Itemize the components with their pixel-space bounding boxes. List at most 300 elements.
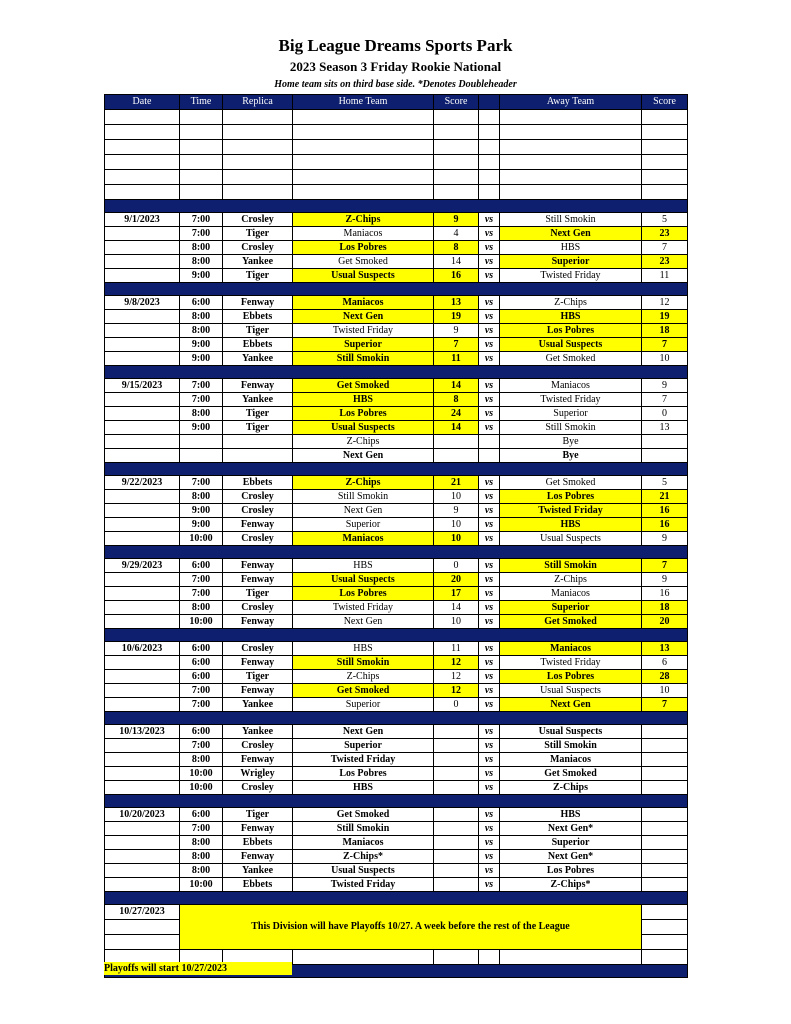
vs-label: vs	[479, 739, 500, 753]
blank-row	[105, 155, 688, 170]
home-team: HBS	[293, 559, 434, 573]
game-time: 7:00	[180, 213, 223, 227]
blank-cell	[105, 140, 180, 155]
separator-band	[105, 546, 688, 559]
separator-band	[105, 366, 688, 379]
vs-label: vs	[479, 476, 500, 490]
game-row	[105, 642, 688, 656]
home-team: Next Gen	[293, 725, 434, 739]
home-team: Twisted Friday	[293, 878, 434, 892]
game-replica: Tiger	[223, 407, 293, 421]
blank-cell	[500, 170, 642, 185]
game-replica: Ebbets	[223, 878, 293, 892]
away-team: Still Smokin	[500, 559, 642, 573]
home-team: Superior	[293, 518, 434, 532]
vs-label: vs	[479, 559, 500, 573]
game-replica: Tiger	[223, 324, 293, 338]
vs-label: vs	[479, 241, 500, 255]
home-score: 10	[434, 490, 479, 504]
home-team: Maniacos	[293, 296, 434, 310]
game-replica: Ebbets	[223, 476, 293, 490]
game-time: 8:00	[180, 310, 223, 324]
home-team: HBS	[293, 393, 434, 407]
away-team: Twisted Friday	[500, 656, 642, 670]
home-score: 10	[434, 615, 479, 629]
col-header-away-team: Away Team	[500, 95, 642, 110]
home-score	[434, 435, 479, 449]
vs-label: vs	[479, 822, 500, 836]
playoffs-footer-note: Playoffs will start 10/27/2023	[104, 962, 292, 975]
blank-cell	[180, 155, 223, 170]
game-time: 7:00	[180, 587, 223, 601]
date-cell	[105, 407, 180, 421]
game-replica: Tiger	[223, 808, 293, 822]
game-replica: Fenway	[223, 615, 293, 629]
blank-cell	[434, 155, 479, 170]
blank-cell	[223, 170, 293, 185]
game-row	[105, 656, 688, 670]
game-row	[105, 739, 688, 753]
game-time: 10:00	[180, 532, 223, 546]
away-team: Superior	[500, 836, 642, 850]
game-replica: Yankee	[223, 725, 293, 739]
game-row	[105, 615, 688, 629]
home-team: Still Smokin	[293, 822, 434, 836]
vs-label: vs	[479, 379, 500, 393]
date-cell	[105, 338, 180, 352]
game-replica: Yankee	[223, 255, 293, 269]
date-cell	[105, 670, 180, 684]
game-time: 7:00	[180, 698, 223, 712]
game-replica: Fenway	[223, 850, 293, 864]
away-team: HBS	[500, 310, 642, 324]
away-score: 9	[642, 532, 688, 546]
blank-cell	[434, 110, 479, 125]
vs-label: vs	[479, 684, 500, 698]
col-header-home-score: Score	[434, 95, 479, 110]
game-time: 7:00	[180, 476, 223, 490]
away-score: 16	[642, 518, 688, 532]
away-team: Los Pobres	[500, 324, 642, 338]
separator-band-cell	[105, 366, 688, 379]
week-date: 10/13/2023	[105, 725, 180, 739]
schedule-table	[104, 94, 688, 978]
game-time: 8:00	[180, 601, 223, 615]
blank-cell	[434, 170, 479, 185]
away-score: 12	[642, 296, 688, 310]
home-score: 4	[434, 227, 479, 241]
date-cell	[105, 698, 180, 712]
blank-cell	[434, 140, 479, 155]
game-time: 8:00	[180, 407, 223, 421]
home-team: Twisted Friday	[293, 601, 434, 615]
game-replica: Wrigley	[223, 767, 293, 781]
away-team: Usual Suspects	[500, 532, 642, 546]
game-row	[105, 421, 688, 435]
home-score: 13	[434, 296, 479, 310]
date-cell	[105, 241, 180, 255]
home-score	[434, 781, 479, 795]
away-score: 5	[642, 476, 688, 490]
game-replica	[223, 449, 293, 463]
date-cell	[105, 656, 180, 670]
separator-band	[105, 200, 688, 213]
home-score	[434, 878, 479, 892]
playoffs-row	[105, 905, 688, 920]
game-replica: Tiger	[223, 670, 293, 684]
vs-label: vs	[479, 725, 500, 739]
blank-cell	[293, 185, 434, 200]
game-time: 10:00	[180, 615, 223, 629]
away-score: 7	[642, 698, 688, 712]
away-score: 18	[642, 601, 688, 615]
away-score	[642, 850, 688, 864]
game-replica: Crosley	[223, 642, 293, 656]
home-team: Next Gen	[293, 504, 434, 518]
away-team: Usual Suspects	[500, 684, 642, 698]
game-time: 7:00	[180, 573, 223, 587]
date-cell	[105, 878, 180, 892]
game-row	[105, 767, 688, 781]
blank-cell	[642, 935, 688, 950]
home-score	[434, 808, 479, 822]
blank-cell	[642, 170, 688, 185]
away-score: 7	[642, 338, 688, 352]
game-time: 8:00	[180, 255, 223, 269]
game-time: 6:00	[180, 296, 223, 310]
schedule-note: Home team sits on third base side. *Denotes Doubleheader	[274, 79, 517, 90]
away-score	[642, 739, 688, 753]
home-team: HBS	[293, 781, 434, 795]
date-cell	[105, 684, 180, 698]
home-team: Usual Suspects	[293, 421, 434, 435]
away-team: Bye	[500, 449, 642, 463]
date-cell	[105, 532, 180, 546]
home-score	[434, 864, 479, 878]
blank-cell	[642, 110, 688, 125]
blank-row	[105, 125, 688, 140]
col-header-time: Time	[180, 95, 223, 110]
game-row	[105, 407, 688, 421]
home-score: 9	[434, 504, 479, 518]
away-team: Still Smokin	[500, 421, 642, 435]
away-team: Z-Chips	[500, 296, 642, 310]
game-row	[105, 227, 688, 241]
vs-label	[479, 449, 500, 463]
date-cell	[105, 587, 180, 601]
home-score: 24	[434, 407, 479, 421]
away-score: 21	[642, 490, 688, 504]
game-replica: Fenway	[223, 573, 293, 587]
game-time: 10:00	[180, 878, 223, 892]
separator-band-cell	[105, 546, 688, 559]
blank-row	[105, 140, 688, 155]
blank-cell	[434, 950, 479, 965]
page-title: Big League Dreams Sports Park	[278, 36, 513, 55]
vs-label: vs	[479, 836, 500, 850]
away-score	[642, 808, 688, 822]
game-row	[105, 449, 688, 463]
vs-label: vs	[479, 421, 500, 435]
vs-label: vs	[479, 781, 500, 795]
separator-band-cell	[105, 283, 688, 296]
vs-label: vs	[479, 656, 500, 670]
home-team: HBS	[293, 642, 434, 656]
home-score: 21	[434, 476, 479, 490]
blank-cell	[223, 185, 293, 200]
game-time: 8:00	[180, 864, 223, 878]
home-team: Z-Chips	[293, 435, 434, 449]
away-score	[642, 822, 688, 836]
home-team: Superior	[293, 739, 434, 753]
vs-label: vs	[479, 642, 500, 656]
home-team: Usual Suspects	[293, 269, 434, 283]
blank-cell	[642, 155, 688, 170]
home-team: Los Pobres	[293, 767, 434, 781]
away-score	[642, 725, 688, 739]
vs-label: vs	[479, 255, 500, 269]
home-team: Get Smoked	[293, 684, 434, 698]
away-team: Still Smokin	[500, 739, 642, 753]
date-cell	[105, 767, 180, 781]
vs-label: vs	[479, 296, 500, 310]
playoffs-message: This Division will have Playoffs 10/27. A week before the rest of the League	[180, 905, 642, 950]
week-date: 9/15/2023	[105, 379, 180, 393]
blank-cell	[105, 170, 180, 185]
away-score: 9	[642, 573, 688, 587]
blank-cell	[180, 185, 223, 200]
game-row	[105, 255, 688, 269]
away-score: 11	[642, 269, 688, 283]
home-team: Still Smokin	[293, 656, 434, 670]
home-score: 9	[434, 324, 479, 338]
game-time: 7:00	[180, 739, 223, 753]
game-row	[105, 878, 688, 892]
home-score	[434, 725, 479, 739]
blank-cell	[180, 170, 223, 185]
home-team: Z-Chips	[293, 213, 434, 227]
blank-cell	[105, 125, 180, 140]
date-cell	[105, 490, 180, 504]
vs-label: vs	[479, 269, 500, 283]
blank-cell	[479, 110, 500, 125]
game-row	[105, 393, 688, 407]
blank-cell	[479, 140, 500, 155]
game-time	[180, 449, 223, 463]
vs-label: vs	[479, 878, 500, 892]
game-time: 9:00	[180, 338, 223, 352]
home-team: Usual Suspects	[293, 864, 434, 878]
game-replica: Crosley	[223, 532, 293, 546]
home-score	[434, 767, 479, 781]
away-team: Next Gen*	[500, 822, 642, 836]
blank-row	[105, 185, 688, 200]
vs-label: vs	[479, 850, 500, 864]
away-score: 6	[642, 656, 688, 670]
game-replica: Yankee	[223, 864, 293, 878]
away-team: Next Gen	[500, 698, 642, 712]
away-score: 9	[642, 379, 688, 393]
vs-label: vs	[479, 767, 500, 781]
home-score: 11	[434, 642, 479, 656]
away-team: Los Pobres	[500, 670, 642, 684]
game-time: 9:00	[180, 269, 223, 283]
date-cell	[105, 393, 180, 407]
vs-label: vs	[479, 490, 500, 504]
vs-label: vs	[479, 573, 500, 587]
away-team: Maniacos	[500, 642, 642, 656]
date-cell	[105, 421, 180, 435]
away-team: Superior	[500, 255, 642, 269]
date-cell	[105, 601, 180, 615]
blank-cell	[642, 185, 688, 200]
game-row	[105, 850, 688, 864]
blank-cell	[642, 125, 688, 140]
game-time: 8:00	[180, 753, 223, 767]
separator-band	[105, 712, 688, 725]
away-score: 16	[642, 587, 688, 601]
blank-cell	[293, 140, 434, 155]
away-score: 18	[642, 324, 688, 338]
away-team: Maniacos	[500, 587, 642, 601]
date-cell	[105, 352, 180, 366]
game-replica: Crosley	[223, 504, 293, 518]
date-cell	[105, 449, 180, 463]
home-team: Usual Suspects	[293, 573, 434, 587]
game-time: 10:00	[180, 767, 223, 781]
game-row	[105, 213, 688, 227]
away-score: 16	[642, 504, 688, 518]
vs-label: vs	[479, 518, 500, 532]
away-score	[642, 836, 688, 850]
away-score: 23	[642, 255, 688, 269]
vs-label: vs	[479, 393, 500, 407]
game-replica: Fenway	[223, 296, 293, 310]
game-replica: Crosley	[223, 739, 293, 753]
game-row	[105, 379, 688, 393]
vs-label	[479, 435, 500, 449]
away-score: 7	[642, 241, 688, 255]
away-team: Next Gen*	[500, 850, 642, 864]
away-team: Maniacos	[500, 753, 642, 767]
home-team: Superior	[293, 698, 434, 712]
game-replica: Tiger	[223, 421, 293, 435]
game-replica: Ebbets	[223, 836, 293, 850]
vs-label: vs	[479, 808, 500, 822]
away-score: 0	[642, 407, 688, 421]
game-row	[105, 504, 688, 518]
header-row	[105, 95, 688, 110]
blank-cell	[180, 125, 223, 140]
away-team: Usual Suspects	[500, 725, 642, 739]
game-replica: Yankee	[223, 352, 293, 366]
home-team: Z-Chips	[293, 670, 434, 684]
game-time: 7:00	[180, 379, 223, 393]
game-replica: Fenway	[223, 379, 293, 393]
date-cell	[105, 739, 180, 753]
game-replica: Crosley	[223, 781, 293, 795]
blank-cell	[105, 155, 180, 170]
separator-band-cell	[105, 629, 688, 642]
away-score	[642, 767, 688, 781]
home-team: Los Pobres	[293, 407, 434, 421]
game-replica: Ebbets	[223, 310, 293, 324]
away-team: Los Pobres	[500, 864, 642, 878]
game-row	[105, 753, 688, 767]
game-time: 6:00	[180, 670, 223, 684]
away-score: 20	[642, 615, 688, 629]
separator-band	[105, 892, 688, 905]
date-cell	[105, 518, 180, 532]
home-team: Next Gen	[293, 615, 434, 629]
home-score: 14	[434, 255, 479, 269]
home-team: Get Smoked	[293, 379, 434, 393]
game-replica: Yankee	[223, 393, 293, 407]
away-team: Still Smokin	[500, 213, 642, 227]
away-score	[642, 449, 688, 463]
home-score: 17	[434, 587, 479, 601]
away-score	[642, 878, 688, 892]
home-team: Los Pobres	[293, 241, 434, 255]
game-row	[105, 670, 688, 684]
home-score: 12	[434, 684, 479, 698]
vs-label: vs	[479, 407, 500, 421]
blank-cell	[500, 110, 642, 125]
away-team: Get Smoked	[500, 352, 642, 366]
game-row	[105, 269, 688, 283]
game-row	[105, 781, 688, 795]
schedule-body	[105, 110, 688, 978]
vs-label: vs	[479, 698, 500, 712]
away-team: HBS	[500, 518, 642, 532]
home-score: 0	[434, 698, 479, 712]
blank-cell	[500, 140, 642, 155]
game-replica: Tiger	[223, 269, 293, 283]
date-cell	[105, 255, 180, 269]
game-row	[105, 435, 688, 449]
vs-label: vs	[479, 670, 500, 684]
game-replica: Tiger	[223, 227, 293, 241]
game-time: 8:00	[180, 850, 223, 864]
blank-cell	[479, 185, 500, 200]
vs-label: vs	[479, 504, 500, 518]
home-score: 7	[434, 338, 479, 352]
separator-band-cell	[105, 463, 688, 476]
away-team: Superior	[500, 407, 642, 421]
game-replica: Crosley	[223, 241, 293, 255]
blank-cell	[642, 950, 688, 965]
game-replica: Yankee	[223, 698, 293, 712]
vs-label: vs	[479, 615, 500, 629]
date-cell	[105, 573, 180, 587]
game-time: 6:00	[180, 656, 223, 670]
game-row	[105, 532, 688, 546]
vs-label: vs	[479, 213, 500, 227]
game-row	[105, 241, 688, 255]
date-cell	[105, 864, 180, 878]
blank-cell	[434, 185, 479, 200]
home-team: Next Gen	[293, 449, 434, 463]
game-row	[105, 808, 688, 822]
separator-band-cell	[105, 712, 688, 725]
away-team: Bye	[500, 435, 642, 449]
game-time: 6:00	[180, 725, 223, 739]
home-team: Next Gen	[293, 310, 434, 324]
game-replica: Crosley	[223, 490, 293, 504]
blank-cell	[180, 110, 223, 125]
date-cell	[105, 822, 180, 836]
game-row	[105, 476, 688, 490]
